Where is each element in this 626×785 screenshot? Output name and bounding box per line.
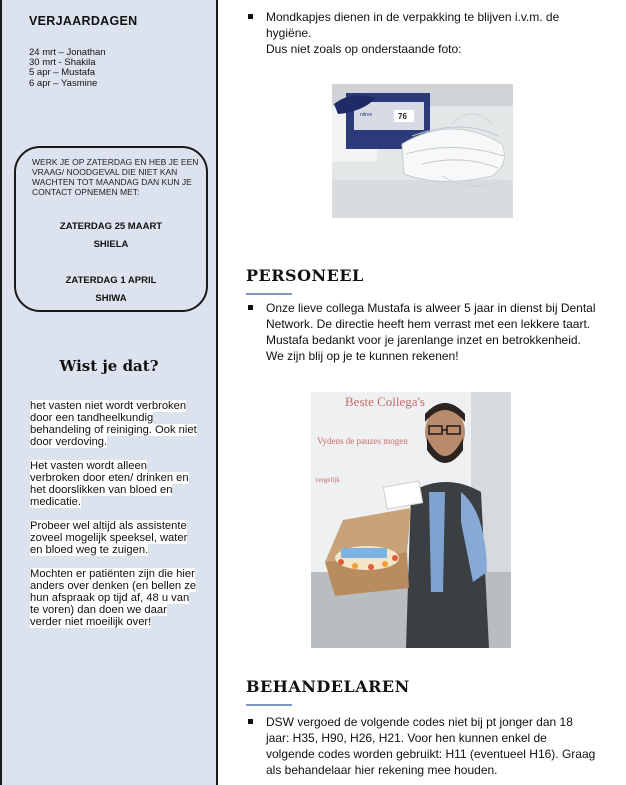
masks-photo-image [332, 84, 513, 218]
did-you-know-paragraph [30, 400, 198, 448]
main-content [218, 0, 626, 785]
contact-intro: WERK JE OP ZATERDAG EN HEB JE EEN VRAAG/ NOODGEVAL DIE NIET KAN WACHTEN TOT MAANDAG DAN KUN JE CONTACT OPNEMEN MET: [32, 157, 199, 197]
bullet-text: Onze lieve collega Mustafa is alweer 5 jaar in dienst bij Dental Network. De directie heeft hem verrast met een lekkere taart. Mustafa bedankt voor je jarenlange inzet en betrokkenheid. We zijn blij op je te kunnen rekenen! [266, 301, 596, 363]
bullet-icon [248, 305, 253, 310]
section-underline [246, 293, 292, 295]
box-label: nitrex [360, 112, 373, 118]
colleague-cake-photo [311, 392, 511, 648]
weekend-contact-box [14, 146, 208, 312]
sidebar [0, 0, 218, 785]
bullet-text: Mondkapjes dienen in de verpakking te blijven i.v.m. de hygiëne. [266, 10, 560, 40]
bullet-icon [248, 719, 253, 724]
contact-name: SHIWA [95, 293, 127, 304]
contact-name: SHIELA [93, 239, 129, 250]
birthday-item: 30 mrt - Shakila [29, 57, 96, 69]
did-you-know-title: Wist je dat? [59, 357, 159, 375]
did-you-know-paragraph [30, 568, 198, 628]
section-underline [246, 704, 292, 706]
whiteboard-text: Beste Collega's [345, 394, 425, 409]
section-title-personeel: PERSONEEL [246, 266, 364, 285]
did-you-know-paragraph [30, 520, 198, 556]
did-you-know-paragraph [30, 460, 198, 508]
contact-date: ZATERDAG 1 APRIL [65, 275, 157, 286]
colleague-cake-photo-image [311, 392, 511, 648]
paragraph-text: het vasten niet wordt verbroken door een tandheelkundig behandeling of reiniging. Ook niet door verdoving. [30, 400, 197, 448]
paragraph-text: Mochten er patiënten zijn die hier anders over denken (en bellen ze hun afspraak op tijd af, 48 u van te voren) dan doen we daar verder niet moeilijk over! [30, 568, 197, 628]
bullet-icon [248, 14, 253, 19]
birthdays-list [29, 48, 106, 89]
whiteboard-text: Vydens de pauzes mogen [317, 436, 408, 446]
whiteboard-text: vergelijk [315, 476, 340, 484]
birthday-item: 24 mrt – Jonathan [29, 47, 106, 58]
birthday-item: 5 apr – Mustafa [29, 67, 96, 79]
photo-note: Dus niet zoals op onderstaande foto: [266, 42, 462, 56]
bullet-text: DSW vergoed de volgende codes niet bij pt jonger dan 18 jaar: H35, H90, H26, H21. Voor hen kunnen enkel de volgende codes worden gebruikt: H11 (eventueel H16). Graag als behandelaar hier rekening mee houden. [266, 715, 596, 777]
masks-photo [332, 84, 513, 218]
birthday-item: 6 apr – Yasmine [29, 77, 98, 89]
paragraph-text: Probeer wel altijd als assistente zoveel mogelijk speeksel, water en bloed weg te zuigen. [30, 520, 188, 556]
paragraph-text: Het vasten wordt alleen verbroken door eten/ drinken en het doorslikken van bloed en medicatie. [30, 460, 189, 508]
section-title-behandelaren: BEHANDELAREN [246, 677, 410, 696]
birthdays-title: VERJAARDAGEN [29, 14, 138, 28]
did-you-know-text [30, 400, 198, 640]
box-number: 76 [398, 112, 407, 121]
contact-date: ZATERDAG 25 MAART [59, 221, 163, 232]
